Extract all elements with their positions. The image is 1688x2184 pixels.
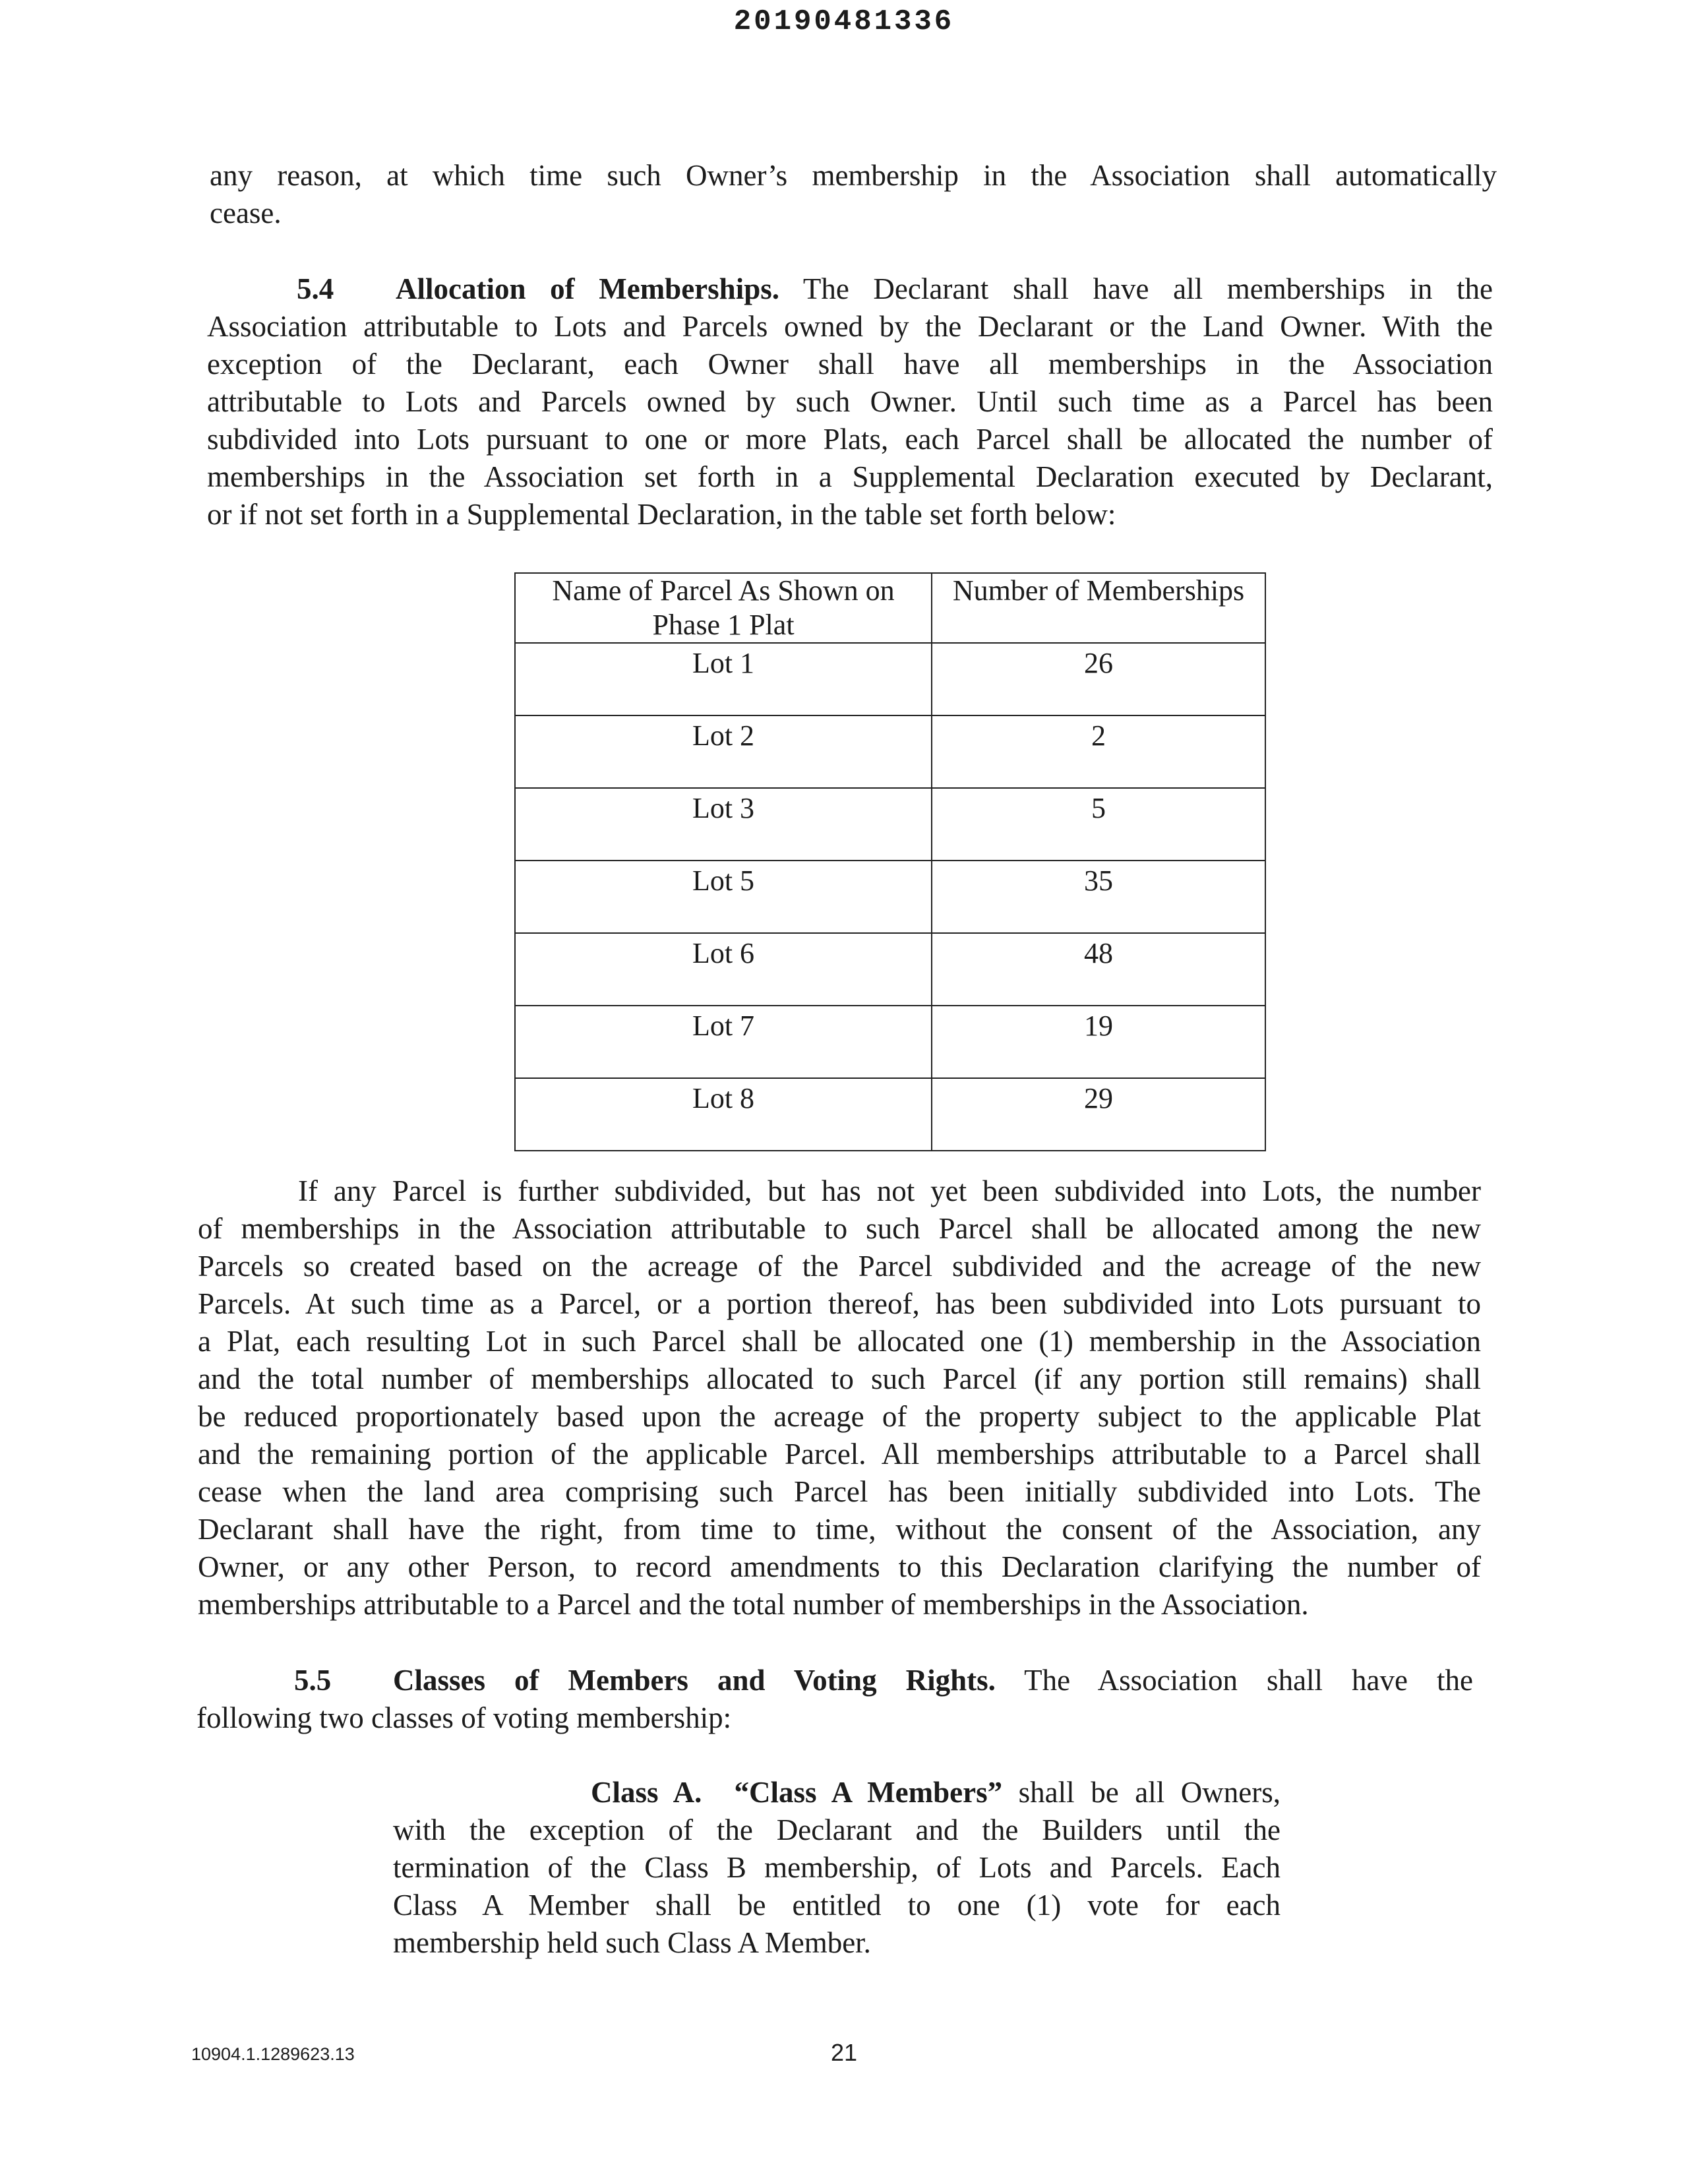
table-row <box>515 861 1265 933</box>
parcel-cell: Lot 6 <box>515 933 932 1006</box>
section-line: subdivided into Lots pursuant to one or more Plats, each Parcel shall be allocated the number of <box>207 423 1493 456</box>
class-a-block <box>393 1774 1281 1962</box>
column-header-memberships: Number of Memberships <box>932 573 1265 643</box>
parcel-cell: Lot 8 <box>515 1078 932 1151</box>
parcel-cell: Lot 2 <box>515 715 932 788</box>
footer-document-id: 10904.1.1289623.13 <box>191 2044 355 2064</box>
paragraph-line: Parcels. At such time as a Parcel, or a portion thereof, has been subdivided into Lots pursuant to <box>198 1287 1481 1320</box>
section-5-4 <box>207 270 1493 533</box>
table-row <box>515 788 1265 861</box>
intro-line: any reason, at which time such Owner’s membership in the Association shall automatically <box>210 159 1497 192</box>
section-title: Allocation of Memberships. <box>396 272 779 305</box>
paragraph-line: memberships attributable to a Parcel and the total number of memberships in the Association. <box>198 1588 1309 1621</box>
class-line: termination of the Class B membership, of Lots and Parcels. Each <box>393 1851 1281 1884</box>
parcel-cell: Lot 5 <box>515 861 932 933</box>
paragraph-line: If any Parcel is further subdivided, but has not yet been subdivided into Lots, the number <box>298 1174 1481 1207</box>
memberships-cell: 5 <box>932 788 1265 861</box>
table-row <box>515 1006 1265 1078</box>
paragraph-line: a Plat, each resulting Lot in such Parcel shall be allocated one (1) membership in the Association <box>198 1325 1481 1358</box>
column-header-parcel: Name of Parcel As Shown on Phase 1 Plat <box>515 573 932 643</box>
paragraph-line: Parcels so created based on the acreage of the Parcel subdivided and the acreage of the new <box>198 1250 1481 1283</box>
class-line: with the exception of the Declarant and the Builders until the <box>393 1813 1281 1846</box>
section-number: 5.5 <box>294 1664 332 1697</box>
parcel-cell: Lot 1 <box>515 643 932 715</box>
table-row <box>515 1078 1265 1151</box>
class-line: membership held such Class A Member. <box>393 1926 871 1959</box>
section-5-5 <box>196 1662 1473 1737</box>
table-row <box>515 643 1265 715</box>
section-line: Association attributable to Lots and Parcels owned by the Declarant or the Land Owner. With the <box>207 310 1493 343</box>
parcel-cell: Lot 3 <box>515 788 932 861</box>
memberships-cell: 19 <box>932 1006 1265 1078</box>
section-line: exception of the Declarant, each Owner shall have all memberships in the Association <box>207 348 1493 380</box>
class-term: “Class A Members” <box>734 1776 1003 1809</box>
table-header-row <box>515 573 1265 643</box>
section-text: The Association shall have the <box>1024 1664 1473 1697</box>
memberships-cell: 2 <box>932 715 1265 788</box>
intro-line: cease. <box>210 197 282 229</box>
paragraph-line: Declarant shall have the right, from time to time, without the consent of the Association, any <box>198 1513 1481 1546</box>
paragraph-line: of memberships in the Association attributable to such Parcel shall be allocated among the new <box>198 1212 1481 1245</box>
class-line: Class A Member shall be entitled to one (1) vote for each <box>393 1889 1281 1922</box>
table-row <box>515 933 1265 1006</box>
table-row <box>515 715 1265 788</box>
memberships-cell: 26 <box>932 643 1265 715</box>
intro-paragraph <box>210 157 1497 232</box>
paragraph-line: Owner, or any other Person, to record amendments to this Declaration clarifying the number of <box>198 1550 1481 1583</box>
memberships-cell: 35 <box>932 861 1265 933</box>
section-line: memberships in the Association set forth in a Supplemental Declaration executed by Declarant, <box>207 460 1493 493</box>
subdivision-paragraph <box>198 1172 1481 1623</box>
memberships-cell: 48 <box>932 933 1265 1006</box>
memberships-cell: 29 <box>932 1078 1265 1151</box>
section-line: or if not set forth in a Supplemental Declaration, in the table set forth below: <box>207 498 1116 531</box>
class-text: shall be all Owners, <box>1018 1776 1281 1809</box>
class-label: Class A. <box>591 1776 702 1809</box>
paragraph-line: cease when the land area comprising such Parcel has been initially subdivided into Lots. The <box>198 1475 1481 1508</box>
page-number: 21 <box>830 2039 858 2066</box>
paragraph-line: be reduced proportionately based upon the acreage of the property subject to the applicable Plat <box>198 1400 1481 1433</box>
section-title: Classes of Members and Voting Rights. <box>393 1664 996 1697</box>
document-number: 20190481336 <box>733 5 955 38</box>
memberships-table <box>514 572 1266 1151</box>
section-text: The Declarant shall have all memberships in the <box>802 272 1493 305</box>
parcel-cell: Lot 7 <box>515 1006 932 1078</box>
paragraph-line: and the remaining portion of the applicable Parcel. All memberships attributable to a Parcel shall <box>198 1438 1481 1471</box>
paragraph-line: and the total number of memberships allocated to such Parcel (if any portion still remains) shall <box>198 1362 1481 1395</box>
section-number: 5.4 <box>297 272 334 305</box>
section-line: following two classes of voting membership: <box>196 1701 732 1734</box>
section-line: attributable to Lots and Parcels owned by such Owner. Until such time as a Parcel has been <box>207 385 1493 418</box>
